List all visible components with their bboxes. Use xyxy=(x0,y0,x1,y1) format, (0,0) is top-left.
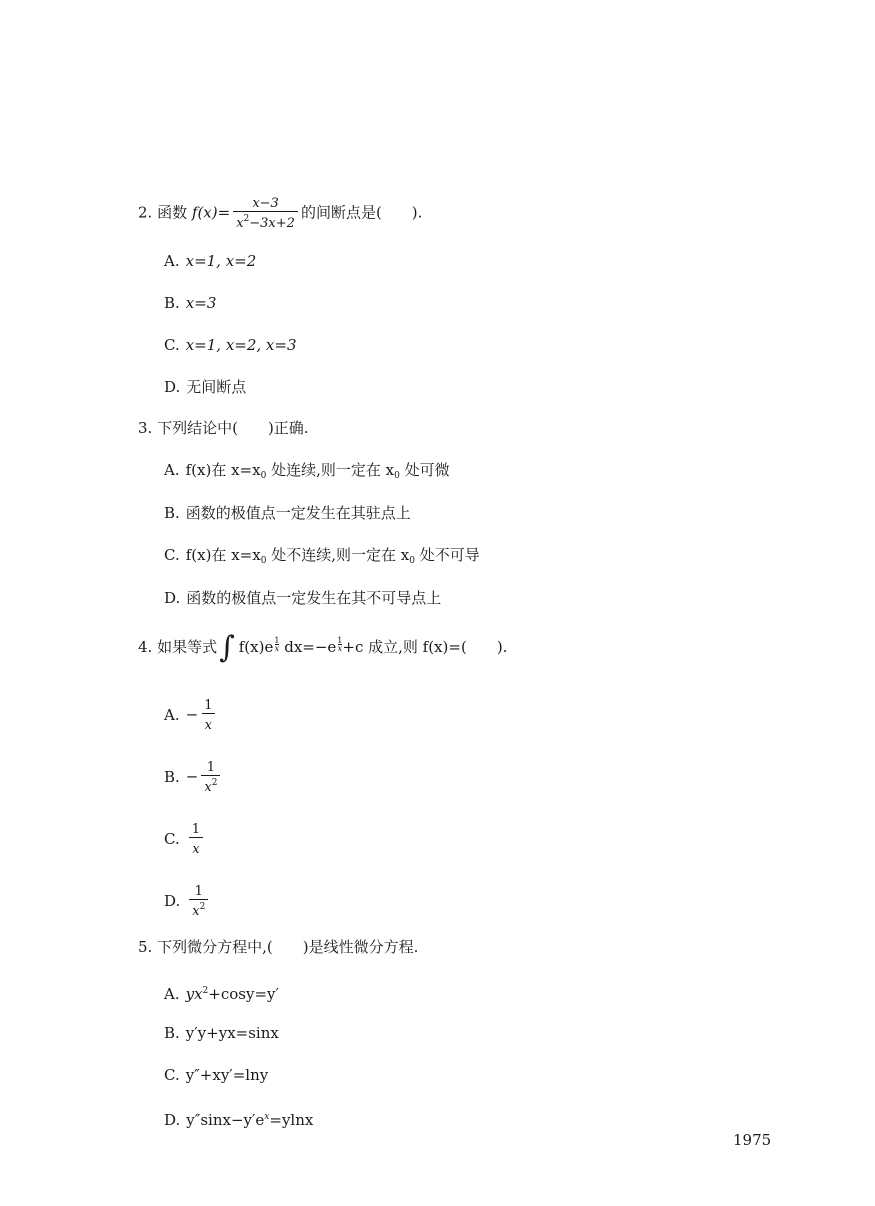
option-3d: D. 函数的极值点一定发生在其不可导点上 xyxy=(164,589,442,607)
question-2-stem: 2. 函数 f(x)= $\frac{x-3}{x^2-3x+2}$ 的间断点是( ). xyxy=(138,196,423,231)
option-5c: C. y″+xy′=lny xyxy=(164,1066,269,1084)
option-3a: A. f(x)在 $x=x_0$ 处连续,则一定在 $x_0$ 处可微 xyxy=(164,461,450,481)
question-4-stem: 4. 如果等式∫ f(x)e $\frac{1}{x}$ dx=−e $\frac{1}{x}$ +c 成立,则 f(x)=( ). xyxy=(138,630,508,665)
option-3b: B. 函数的极值点一定发生在其驻点上 xyxy=(164,504,411,522)
option-2d: D. 无间断点 xyxy=(164,378,247,396)
fraction: $\frac{x-3}{x^2-3x+2}$ xyxy=(233,196,298,231)
option-5a: A. $yx^2+\cos y=y'$ xyxy=(164,985,279,1003)
option-4b: B. − $\frac{1}{x^2}$ xyxy=(164,760,223,795)
question-3-stem: 3. 下列结论中( )正确. xyxy=(138,419,309,437)
option-2c: C. x=1, x=2, x=3 xyxy=(164,336,297,354)
question-5-stem: 5. 下列微分方程中,( )是线性微分方程. xyxy=(138,938,419,956)
option-4a: A. − $\frac{1}{x}$ xyxy=(164,698,218,733)
question-number: 4. xyxy=(138,638,153,656)
option-2b: B. x=3 xyxy=(164,294,217,312)
question-number: 2. xyxy=(138,203,153,222)
option-5b: B. y′y+yx=sinx xyxy=(164,1024,279,1042)
integral-sign: ∫ xyxy=(219,630,235,665)
option-2a: A. x=1, x=2 xyxy=(164,252,257,270)
option-4d: D. $\frac{1}{x^2}$ xyxy=(164,884,211,919)
question-number: 5. xyxy=(138,938,153,956)
option-4c: C. $\frac{1}{x}$ xyxy=(164,822,206,857)
option-5d: D. $y''\sin x-y'e^x=ylnx$ xyxy=(164,1111,314,1129)
question-number: 3. xyxy=(138,419,153,437)
option-3c: C. f(x)在 $x=x_0$ 处不连续,则一定在 $x_0$ 处不可导 xyxy=(164,546,480,566)
page-number: 1975 xyxy=(733,1131,772,1149)
